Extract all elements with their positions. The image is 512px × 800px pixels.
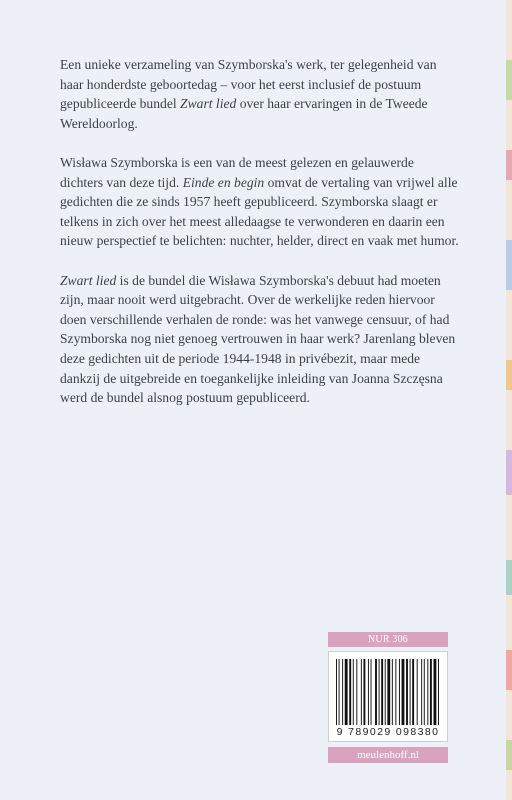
book-title-zwart-lied: Zwart lied [180,96,237,112]
nur-code-label: NUR 306 [328,632,448,647]
book-title-einde-en-begin: Einde en begin [182,174,265,190]
isbn-barcode [328,651,448,742]
isbn-number: 9 789029 098380 [336,726,440,738]
book-title-zwart-lied: Zwart lied [60,272,117,288]
blurb-text [60,55,460,427]
barcode-block [328,632,448,763]
blurb-paragraph-3: Zwart lied is de bundel die Wisława Szymborska's debuut had moeten zijn, maar nooit werd uitgebracht. Over de werkelijke reden hiervoor doen verschillende verhalen de ronde: was het vanwege censuur, of had Szymborska nog niet genoeg vertrouwen in haar werk? Jarenlang bleven deze gedichten uit de periode 1944-1948 in privébezit, maar mede dankzij de uitgebreide en toegankelijke inleiding van Joanna Szczęsna werd de bundel alsnog postuum gepubliceerd. [60,272,456,406]
blurb-paragraph-2: Wisława Szymborska is een van de meest gelezen en gelauwerde dichters van deze tijd. Einde en begin omvat de vertaling van vrijwel alle gedichten die ze sinds 1957 heeft gepubliceerd. Szymborska slaagt er telkens in zich over het meest alledaagse te verwonderen en daarin een nieuw perspectief te belichten: nuchter, helder, direct en vaak met humor. [60,154,459,249]
barcode-icon [336,659,440,725]
blurb-paragraph-1: Een unieke verzameling van Szymborska's werk, ter gelegenheid van haar honderdste geboortedag – voor het eerst inclusief de postuum gepubliceerde bundel Zwart lied over haar ervaringen in de Tweede Wereldoorlog. [60,57,437,131]
publisher-website: meulenhoff.nl [328,747,448,763]
cover-edge-strip [506,0,512,800]
